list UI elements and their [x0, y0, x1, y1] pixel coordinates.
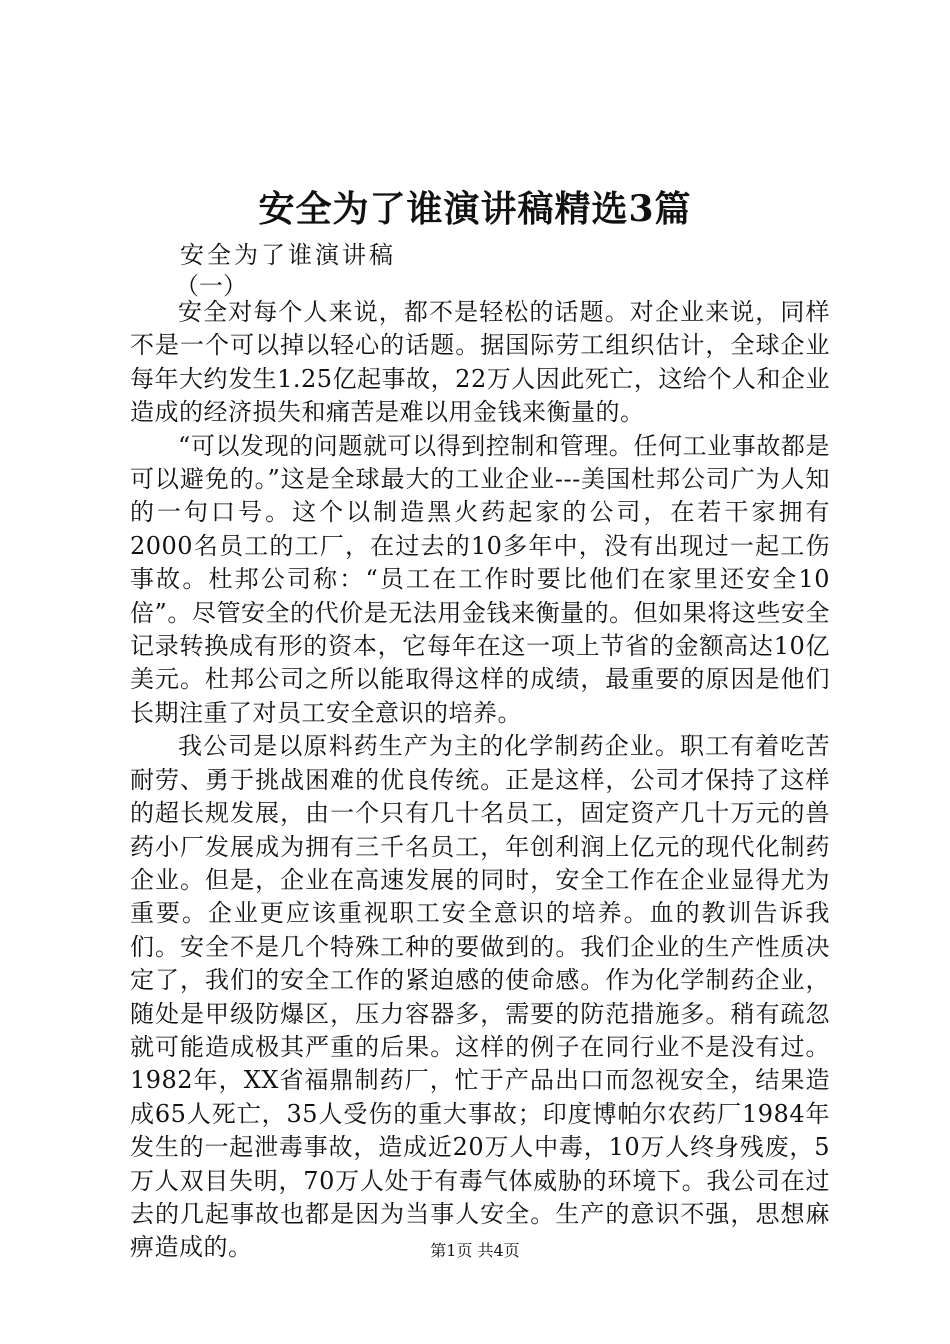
paragraph-1: 安全对每个人来说，都不是轻松的话题。对企业来说，同样不是一个可以掉以轻心的话题。据国际劳工组织估计，全球企业每年大约发生1.25亿起事故，22万人因此死亡，这给个人和企业造成的经济损失和痛苦是难以用金钱来衡量的。 [130, 298, 830, 427]
document-title: 安全为了谁演讲稿精选3篇 [258, 188, 692, 230]
paragraph-3: 我公司是以原料药生产为主的化学制药企业。职工有着吃苦耐劳、勇于挑战困难的优良传统。正是这样，公司才保持了这样的超长规发展，由一个只有几十名员工，固定资产几十万元的兽药小厂发展成为拥有三千名员工，年创利润上亿元的现代化制药企业。但是，企业在高速发展的同时，安全工作在企业显得尤为重要。企业更应该重视职工安全意识的培养。血的教训告诉我们。安全不是几个特殊工种的要做到的。我们企业的生产性质决定了，我们的安全工作的紧迫感的使命感。作为化学制药企业，随处是甲级防爆区，压力容器多，需要的防范措施多。稍有疏忽就可能造成极其严重的后果。这样的例子在同行业不是没有过。1982年，XX省福鼎制药厂，忙于产品出口而忽视安全，结果造成65人死亡，35人受伤的重大事故；印度博帕尔农药厂1984年发生的一起泄毒事故，造成近20万人中毒，10万人终身残废，5万人双目失明，70万人处于有毒气体威胁的环境下。我公司在过去的几起事故也都是因为当事人安全。生产的意识不强，思想麻痹造成的。 [130, 732, 830, 1262]
page-footer: 第1页 共4页 [430, 1241, 520, 1260]
paragraph-2: “可以发现的问题就可以得到控制和管理。任何工业事故都是可以避免的。”这是全球最大的工业企业---美国杜邦公司广为人知的一句口号。这个以制造黑火药起家的公司，在若干家拥有2000名员工的工厂，在过去的10多年中，没有出现过一起工伤事故。杜邦公司称：“员工在工作时要比他们在家里还安全10倍”。尽管安全的代价是无法用金钱来衡量的。但如果将这些安全记录转换成有形的资本，它每年在这一项上节省的金额高达10亿美元。杜邦公司之所以能取得这样的成绩，最重要的原因是他们长期注重了对员工安全意识的培养。 [130, 431, 830, 727]
document-body [130, 296, 830, 1265]
section-heading: （一） [175, 272, 247, 300]
document-subtitle: 安全为了谁演讲稿 [180, 241, 396, 269]
